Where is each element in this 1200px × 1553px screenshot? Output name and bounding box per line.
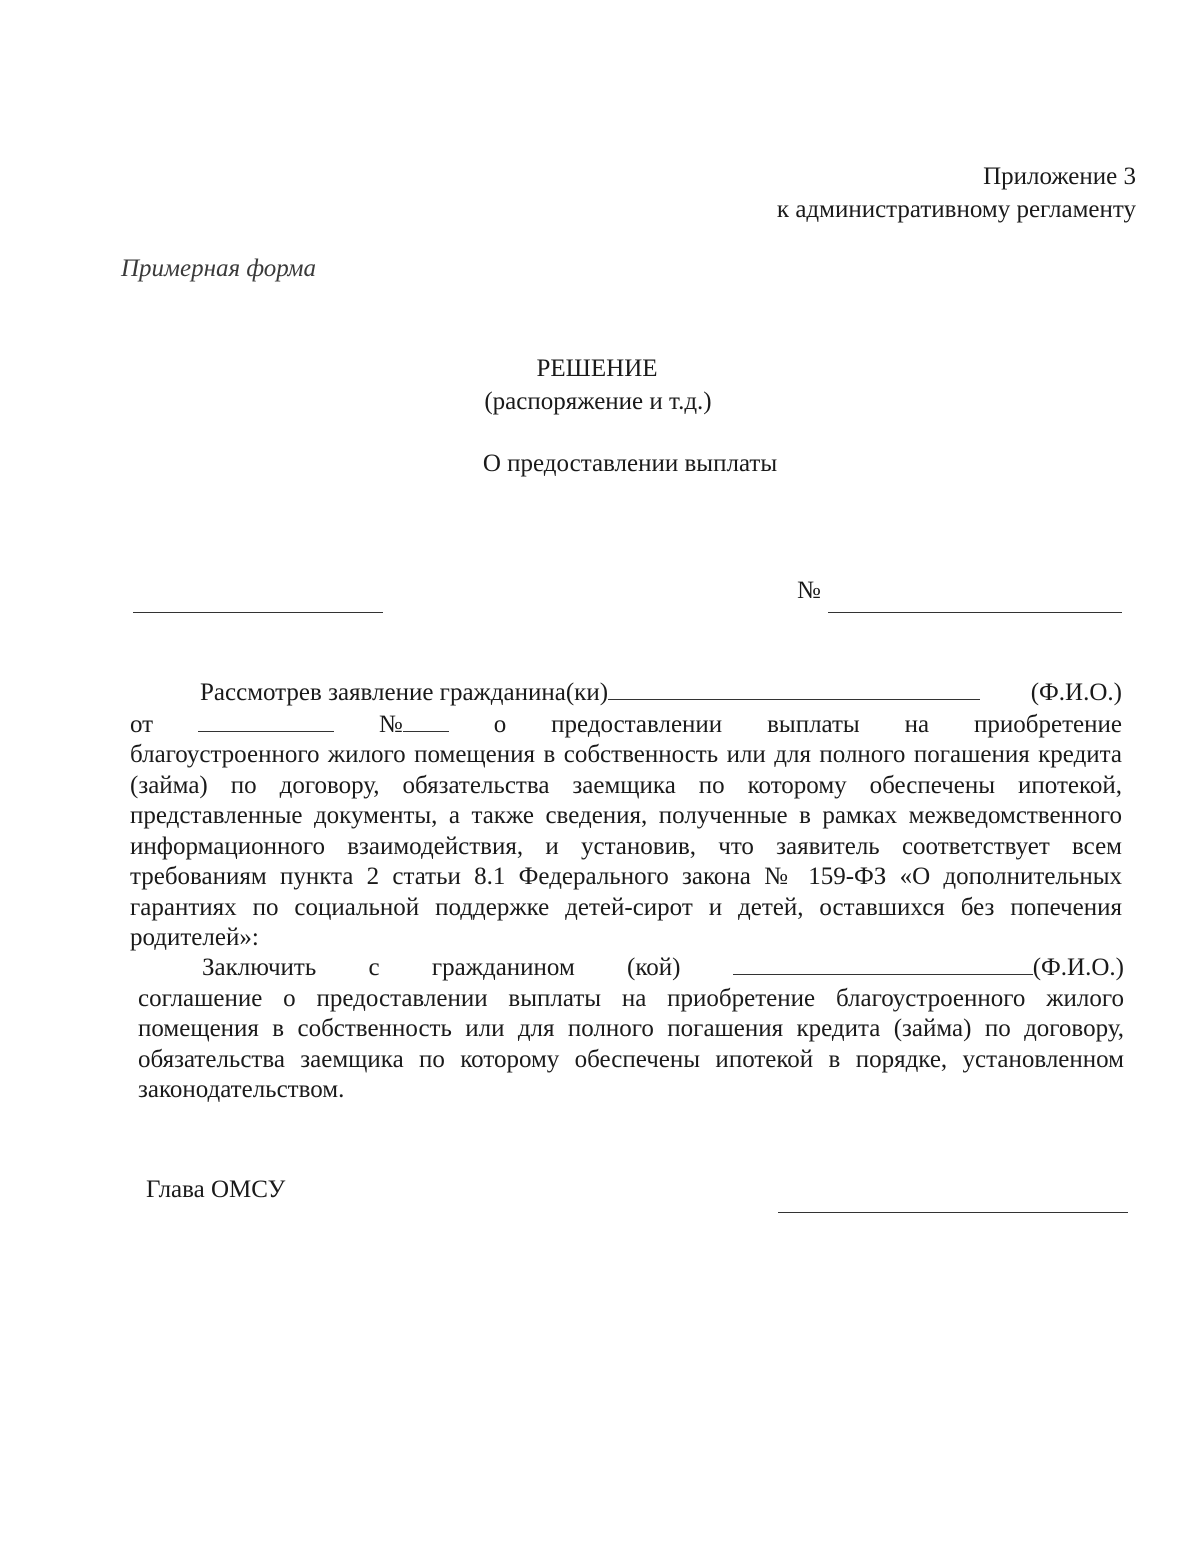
decision-paragraph-1 (130, 677, 1122, 954)
word-grazhdaninom: гражданином (431, 954, 575, 981)
signature-blank-line (778, 1212, 1128, 1213)
word-ot: от (130, 710, 154, 738)
word-predostavlenii: предоставлении (551, 710, 723, 738)
number-blank-line (828, 612, 1122, 613)
paragraph-2-body: соглашение о предоставлении выплаты на приобретение благоустроенного жилого помещения в собственность или для полного погашения кредита (займа) по договору, обязательства заемщика по которому обеспечены ипотекой в порядке, установленном законодательством. (138, 984, 1124, 1103)
paragraph-1-line-1 (130, 677, 1122, 709)
word-koy: (кой) (627, 954, 681, 981)
application-number-sign: № (378, 710, 403, 738)
appendix-reference: к административному регламенту (776, 196, 1136, 223)
application-date-blank (198, 709, 334, 732)
word-s: с (368, 954, 380, 981)
fio-label: (Ф.И.О.) (1030, 679, 1122, 706)
signer-title: Глава ОМСУ (146, 1176, 286, 1203)
paragraph-1-body: благоустроенного жилого помещения в собственность или для полного погашения кредита (займа) по договору, обязательства заемщика по которому обеспечены ипотекой, представленные документы, а также сведения, полученные в рамках межведомственного информационного взаимодействия, и установив, что заявитель соответствует всем требованиям пункта 2 статьи 8.1 Федерального закона № 159-ФЗ «О дополнительных гарантиях по социальной поддержке детей-сирот и детей, оставшихся без попечения родителей»: (130, 741, 1122, 951)
citizen-name-blank (733, 952, 1033, 975)
word-priobretenie: приобретение (974, 710, 1122, 738)
applicant-intro-text: Рассмотрев заявление гражданина(ки) (200, 679, 609, 706)
applicant-name-blank (608, 677, 980, 700)
fio-label-2: (Ф.И.О.) (1032, 954, 1124, 981)
document-subtitle: (распоряжение и т.д.) (484, 388, 712, 415)
word-o: о (493, 710, 507, 738)
paragraph-1-line-2 (130, 709, 1122, 741)
number-sign: № (797, 577, 821, 604)
form-type-label: Примерная форма (121, 255, 317, 282)
word-na: на (904, 710, 930, 738)
document-subject: О предоставлении выплаты (482, 450, 778, 477)
application-number-blank (403, 709, 449, 732)
document-title: РЕШЕНИЕ (536, 355, 658, 382)
word-zaklyuchit: Заключить (202, 954, 317, 981)
date-blank-line (133, 612, 383, 613)
appendix-number: Приложение 3 (983, 163, 1136, 190)
word-vyplaty: выплаты (767, 710, 860, 738)
paragraph-2-line-1 (138, 952, 1124, 984)
decision-paragraph-2 (138, 952, 1124, 1106)
